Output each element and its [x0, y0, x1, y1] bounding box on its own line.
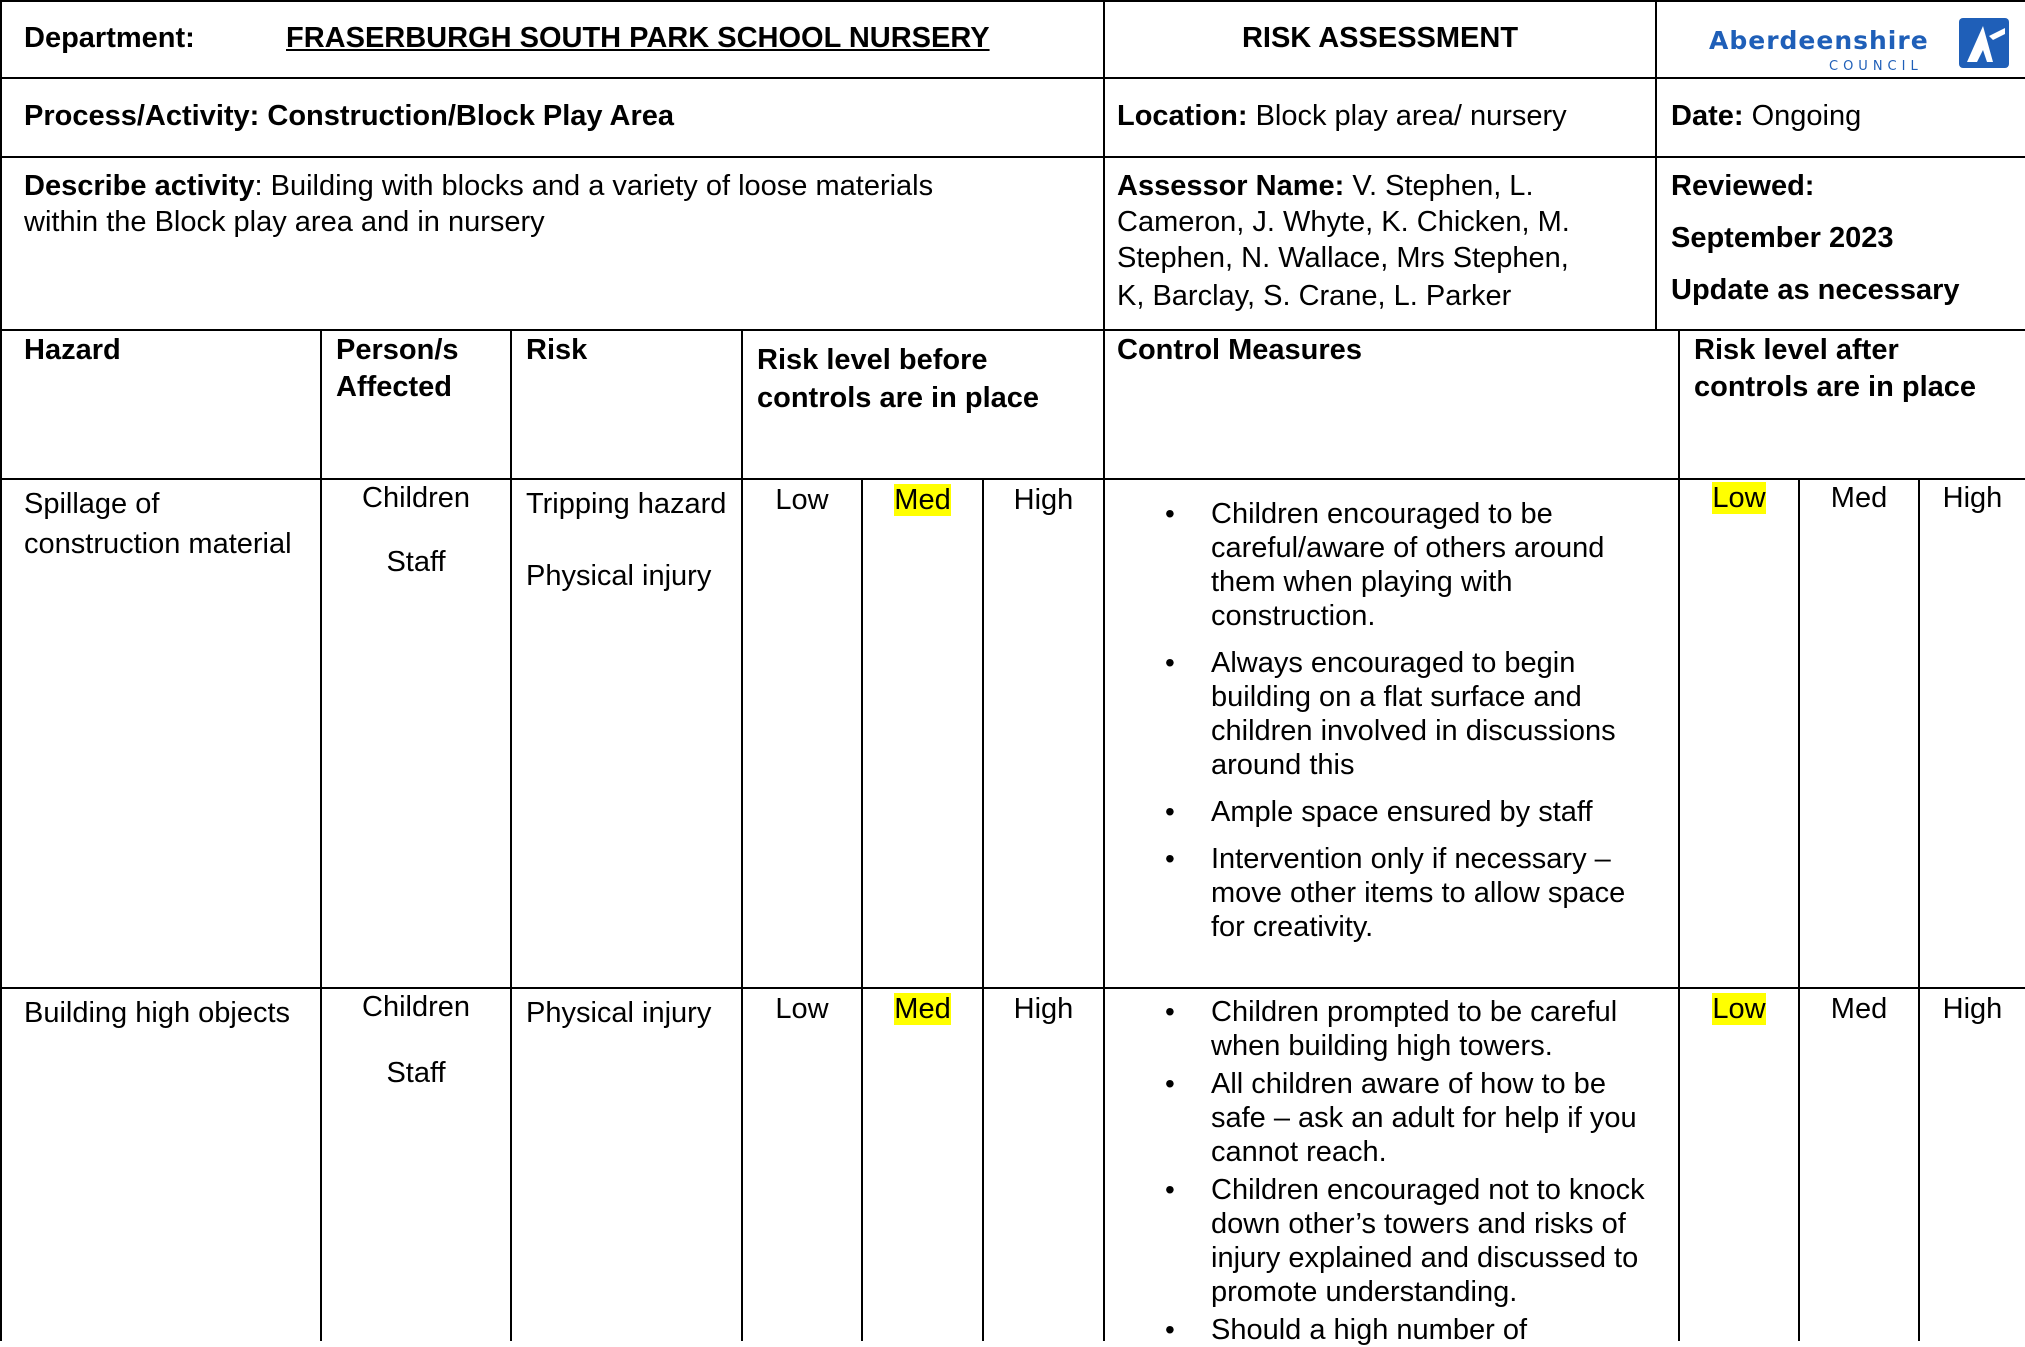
describe-activity — [24, 168, 933, 205]
selected-level-highlight: Low — [1712, 993, 1766, 1025]
column-header-hazard: Hazard — [24, 334, 121, 366]
list-item: • Always encouraged to begin building on a flat surface and children involved in discussions around this — [1105, 646, 1665, 782]
grid-line — [0, 156, 2025, 158]
column-header-controls: Control Measures — [1117, 334, 1362, 366]
persons-affected: Staff — [386, 546, 446, 578]
date — [1671, 98, 1861, 135]
reviewed-date: September 2023 — [1671, 222, 1894, 254]
location — [1117, 98, 1567, 135]
column-header-after: controls are in place — [1694, 371, 1977, 403]
reviewed-note: Update as necessary — [1671, 274, 1960, 306]
logo-text: Aberdeenshire — [1709, 26, 1929, 55]
column-header-before: controls are in place — [757, 382, 1040, 414]
column-header-after: Risk level after — [1694, 334, 1899, 366]
level-high-after: High — [1942, 993, 2003, 1025]
assessor-line: K, Barclay, S. Crane, L. Parker — [1117, 280, 1512, 312]
document-title: RISK ASSESSMENT — [1241, 22, 1519, 54]
grid-line — [0, 0, 2025, 2]
grid-line — [982, 478, 984, 1341]
assessor-line: Stephen, N. Wallace, Mrs Stephen, — [1117, 242, 1569, 274]
assessor-label: Assessor Name: — [1117, 170, 1345, 202]
level-med-after: Med — [1830, 482, 1888, 514]
selected-level-highlight: Low — [1712, 482, 1766, 514]
grid-line — [1798, 478, 1800, 1341]
control-measures-list — [1105, 497, 1665, 944]
process-activity — [24, 98, 674, 135]
council-logo-icon — [1959, 18, 2009, 68]
list-item: • Children prompted to be careful when building high towers. — [1105, 995, 1665, 1063]
selected-level-highlight: Med — [894, 993, 951, 1025]
hazard-text: Spillage of — [24, 488, 160, 520]
location-value: Block play area/ nursery — [1255, 100, 1567, 132]
describe-label: Describe activity — [24, 170, 255, 202]
column-header-persons: Person/s — [336, 334, 459, 366]
control-measures-list — [1105, 995, 1665, 1347]
list-item: • Intervention only if necessary – move other items to allow space for creativity. — [1105, 842, 1665, 944]
grid-line — [0, 329, 2025, 331]
hazard-text: Building high objects — [24, 997, 291, 1029]
list-item: • Children encouraged to be careful/aware of others around them when playing with construction. — [1105, 497, 1665, 633]
logo-subtext: COUNCIL — [1829, 59, 1923, 74]
level-med-after: Med — [1830, 993, 1888, 1025]
date-label: Date: — [1671, 100, 1744, 132]
hazard-text: construction material — [24, 528, 292, 560]
grid-line — [510, 329, 512, 1341]
process-value: Construction/Block Play Area — [267, 100, 675, 132]
describe-line-1: : Building with blocks and a variety of loose materials — [254, 170, 934, 202]
assessor — [1117, 168, 1534, 205]
describe-line-2: within the Block play area and in nursery — [24, 206, 545, 238]
grid-line — [1655, 0, 1657, 330]
risk-text: Physical injury — [526, 560, 712, 592]
grid-line — [861, 478, 863, 1341]
grid-line — [741, 329, 743, 1341]
process-label: Process/Activity: — [24, 100, 260, 132]
level-high-after: High — [1942, 482, 2003, 514]
list-item: • All children aware of how to be safe – ask an adult for help if you cannot reach. — [1105, 1067, 1665, 1169]
level-low-after — [1680, 480, 1798, 517]
grid-line — [0, 987, 2025, 989]
grid-line — [0, 0, 2, 1341]
department-label: Department: — [24, 22, 195, 54]
column-header-persons: Affected — [336, 371, 453, 403]
column-header-risk: Risk — [526, 334, 588, 366]
level-med-before — [863, 991, 982, 1028]
persons-affected: Children — [362, 991, 470, 1023]
risk-text: Tripping hazard — [526, 488, 727, 520]
date-value: Ongoing — [1751, 100, 1862, 132]
location-label: Location: — [1117, 100, 1248, 132]
level-low-before: Low — [775, 484, 829, 516]
level-med-before — [863, 482, 982, 519]
level-low-after — [1680, 991, 1798, 1028]
persons-affected: Staff — [386, 1057, 446, 1089]
assessor-line: Cameron, J. Whyte, K. Chicken, M. — [1117, 206, 1570, 238]
level-low-before: Low — [775, 993, 829, 1025]
level-high-before: High — [1013, 484, 1074, 516]
list-item: • Ample space ensured by staff — [1105, 795, 1665, 829]
aberdeenshire-logo — [1707, 10, 2025, 78]
reviewed-label: Reviewed: — [1671, 170, 1815, 202]
risk-text: Physical injury — [526, 997, 712, 1029]
level-high-before: High — [1013, 993, 1074, 1025]
selected-level-highlight: Med — [894, 484, 951, 516]
department-value: FRASERBURGH SOUTH PARK SCHOOL NURSERY — [286, 22, 990, 54]
list-item: • Should a high number of — [1105, 1313, 1665, 1347]
persons-affected: Children — [362, 482, 470, 514]
column-header-before: Risk level before — [757, 344, 988, 376]
list-item: • Children encouraged not to knock down other’s towers and risks of injury explained and discussed to promote understanding. — [1105, 1173, 1665, 1309]
grid-line — [1918, 478, 1920, 1341]
assessor-line: V. Stephen, L. — [1352, 170, 1534, 202]
